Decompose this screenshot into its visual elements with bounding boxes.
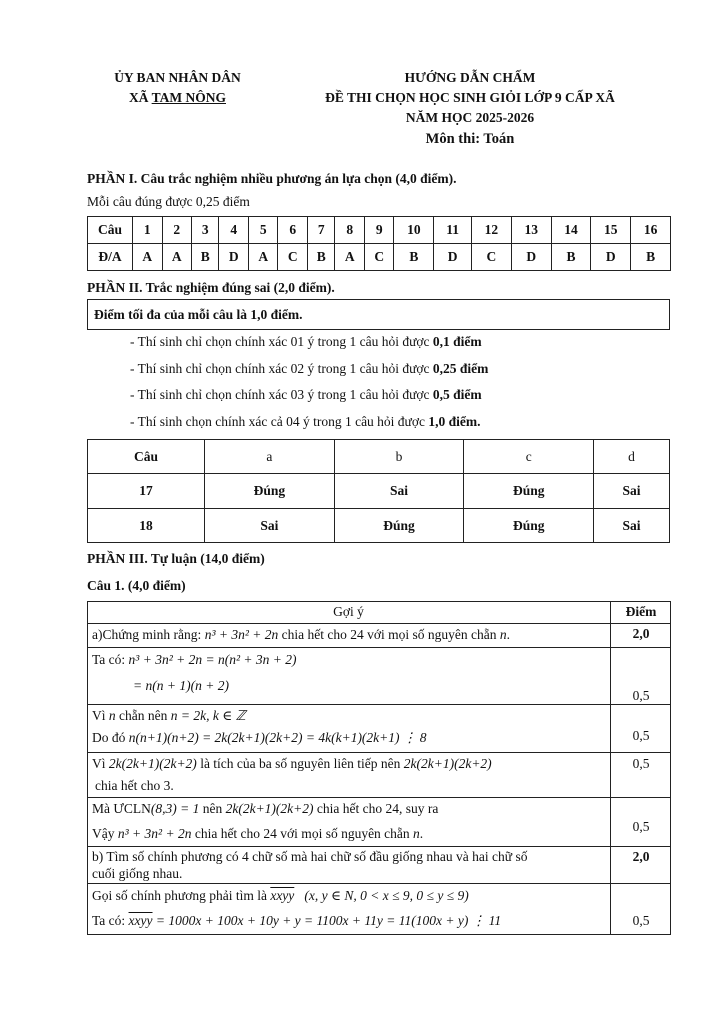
math-var: n [499, 627, 507, 642]
math-expr: 2k(2k+1)(2k+2) [108, 756, 197, 771]
school-year: NĂM HỌC 2025-2026 [405, 110, 535, 125]
text: . [419, 826, 424, 841]
part-b-statement-line1: b) Tìm số chính phương có 4 chữ số mà hai chữ số đầu giống nhau và hai chữ số [92, 849, 528, 864]
text: chẵn nên [115, 708, 171, 723]
math-expr: = n(n + 1)(n + 2) [133, 678, 229, 693]
step-4-line1 [92, 801, 438, 817]
answer-cell: Đúng [464, 509, 594, 543]
score-step-2: 0,5 [632, 728, 650, 743]
col-header: Câu [88, 440, 205, 474]
a-cell: B [394, 244, 434, 271]
a-cell: B [192, 244, 219, 271]
col-header: b [334, 440, 464, 474]
rule-text: - Thí sinh chọn chính xác cả 04 ý trong 1 câu hỏi được [130, 414, 429, 429]
step-3-line1 [92, 756, 492, 772]
q-cell: 14 [551, 217, 591, 244]
row-label: Đ/A [88, 244, 133, 271]
rule-text: - Thí sinh chỉ chọn chính xác 03 ý trong 1 câu hỏi được [130, 387, 433, 402]
text: a)Chứng minh rằng: [92, 627, 205, 642]
math-expr: n³ + 3n² + 2n [204, 627, 279, 642]
q-cell: 9 [364, 217, 394, 244]
rule-1 [130, 334, 482, 350]
rule-points: 0,5 điểm [432, 387, 482, 402]
text: . [506, 627, 510, 642]
part3-title: PHẦN III. Tự luận (14,0 điểm) [87, 551, 265, 566]
answer-cell: Đúng [464, 474, 594, 509]
q-cell: 11 [434, 217, 472, 244]
math-var: n [108, 708, 116, 723]
text: chia hết cho 24 với mọi số nguyên chẵn [191, 826, 414, 841]
part1-note: Mỗi câu đúng được 0,25 điểm [87, 194, 250, 209]
math-overline: xxyy [270, 888, 295, 903]
row-divider [87, 704, 671, 705]
part2-title: PHẦN II. Trắc nghiệm đúng sai (2,0 điểm). [87, 280, 335, 295]
row-divider [87, 797, 671, 798]
rule-points: 0,1 điểm [432, 334, 482, 349]
a-cell: C [278, 244, 308, 271]
math-expr: = 1000x + 100x + 10y + y = 1100x + 11y = 11(100x + y) ⋮ 11 [152, 913, 502, 928]
a-cell: D [219, 244, 249, 271]
rule-4 [130, 414, 481, 430]
math-expr: n(n+1)(n+2) = 2k(2k+1)(2k+2) = 4k(k+1)(2k+1) ⋮ 8 [128, 730, 427, 745]
exam-title: ĐỀ THI CHỌN HỌC SINH GIỎI LỚP 9 CẤP XÃ [325, 90, 615, 105]
col-header: a [205, 440, 335, 474]
a-cell: A [162, 244, 192, 271]
text: Vì [92, 708, 109, 723]
q-cell: 13 [511, 217, 551, 244]
col-header: d [594, 440, 670, 474]
commune-prefix: XÃ [128, 90, 152, 105]
math-expr: 2k(2k+1)(2k+2) [403, 756, 492, 771]
step-5-line1 [92, 888, 469, 904]
part2-box: Điểm tối đa của mỗi câu là 1,0 điểm. [87, 299, 670, 330]
step-4-line2 [92, 826, 423, 842]
math-expr: n³ + 3n² + 2n = n(n² + 3n + 2) [128, 652, 297, 667]
q-cell: 4 [219, 217, 249, 244]
question1-title: Câu 1. (4,0 điểm) [87, 578, 186, 593]
a-cell: A [335, 244, 365, 271]
text: Mà ƯCLN [92, 801, 151, 816]
rule-3 [130, 387, 482, 403]
text: với mọi số nguyên chẵn [363, 627, 500, 642]
part2-answer-table [87, 439, 670, 543]
q-cell: 16 [631, 217, 671, 244]
header-row [88, 440, 670, 474]
a-cell: D [511, 244, 551, 271]
a-cell: B [631, 244, 671, 271]
agency-name: ỦY BAN NHÂN DÂN [114, 70, 241, 85]
q-cell: 3 [192, 217, 219, 244]
rule-text: - Thí sinh chỉ chọn chính xác 01 ý trong 1 câu hỏi được [130, 334, 433, 349]
q-cell: 8 [335, 217, 365, 244]
column-header-hint: Gợi ý [333, 604, 364, 619]
answer-cell: Sai [334, 474, 464, 509]
rule-text: - Thí sinh chỉ chọn chính xác 02 ý trong 1 câu hỏi được [130, 361, 433, 376]
text: chia hết cho 24, suy ra [313, 801, 439, 816]
commune-label: TAM NÔNG [151, 90, 226, 105]
text: Vì [92, 756, 109, 771]
part1-title: PHẦN I. Câu trắc nghiệm nhiều phương án lựa chọn (4,0 điểm). [87, 171, 457, 186]
commune-name [85, 90, 270, 106]
step-3-line2: chia hết cho 3. [95, 778, 174, 793]
part-a-statement [92, 627, 510, 643]
q-cell: 15 [591, 217, 631, 244]
a-cell: D [434, 244, 472, 271]
q-cell: 10 [394, 217, 434, 244]
text: Gọi số chính phương phải tìm là [92, 888, 271, 903]
text: Ta có: [92, 913, 129, 928]
col-header: c [464, 440, 594, 474]
question-cell: 17 [88, 474, 205, 509]
question-cell: 18 [88, 509, 205, 543]
rule-points: 1,0 điểm. [428, 414, 481, 429]
table-row [88, 474, 670, 509]
text: Do đó [92, 730, 129, 745]
math-expr: (8,3) = 1 [150, 801, 200, 816]
subject: Môn thi: Toán [425, 131, 515, 147]
row-divider [87, 647, 671, 648]
a-cell: C [472, 244, 512, 271]
doc-title: HƯỚNG DẪN CHẤM [404, 70, 536, 85]
math-expr: n = 2k, k ∈ ℤ [170, 708, 246, 723]
q-cell: 7 [307, 217, 334, 244]
answer-row [88, 244, 671, 271]
q-cell: 12 [472, 217, 512, 244]
math-expr: (x, y ∈ N, 0 < x ≤ 9, 0 ≤ y ≤ 9) [304, 888, 469, 903]
step-2-line1 [92, 708, 246, 724]
column-header-score: Điểm [625, 604, 657, 619]
step-1-line1 [92, 652, 296, 668]
math-expr: n³ + 3n² + 2n [117, 826, 192, 841]
question-row [88, 217, 671, 244]
rule-points: 0,25 điểm [432, 361, 489, 376]
text: là tích của ba số nguyên liên tiếp nên [196, 756, 404, 771]
step-1-line2 [133, 678, 229, 694]
a-cell: A [248, 244, 278, 271]
score-a: 2,0 [632, 626, 650, 641]
q-cell: 2 [162, 217, 192, 244]
score-b: 2,0 [632, 849, 650, 864]
score-step-3: 0,5 [632, 756, 650, 771]
answer-cell: Sai [205, 509, 335, 543]
text: Ta có: [92, 652, 129, 667]
q-cell: 1 [133, 217, 163, 244]
a-cell: D [591, 244, 631, 271]
answer-cell: Đúng [205, 474, 335, 509]
score-step-4: 0,5 [632, 819, 650, 834]
text: chia hết cho [278, 627, 351, 642]
table-row [88, 509, 670, 543]
a-cell: A [133, 244, 163, 271]
answer-cell: Đúng [334, 509, 464, 543]
row-label: Câu [88, 217, 133, 244]
row-divider [87, 883, 671, 884]
math-expr: 2k(2k+1)(2k+2) [225, 801, 314, 816]
text: nên [199, 801, 226, 816]
text: 24 [350, 627, 364, 642]
q-cell: 6 [278, 217, 308, 244]
score-step-1: 0,5 [632, 688, 650, 703]
math-var: n [413, 826, 420, 841]
part1-answer-table [87, 216, 671, 271]
a-cell: B [307, 244, 334, 271]
row-divider [87, 846, 671, 847]
step-5-line2 [92, 913, 501, 929]
step-2-line2 [92, 730, 427, 746]
q-cell: 5 [248, 217, 278, 244]
a-cell: C [364, 244, 394, 271]
answer-cell: Sai [594, 474, 670, 509]
text: Vậy [92, 826, 118, 841]
math-overline: xxyy [128, 913, 153, 928]
rule-2 [130, 361, 488, 377]
part-b-statement-line2: cuối giống nhau. [92, 866, 183, 881]
row-divider [87, 623, 671, 624]
row-divider [87, 752, 671, 753]
score-step-5: 0,5 [632, 913, 650, 928]
answer-cell: Sai [594, 509, 670, 543]
a-cell: B [551, 244, 591, 271]
